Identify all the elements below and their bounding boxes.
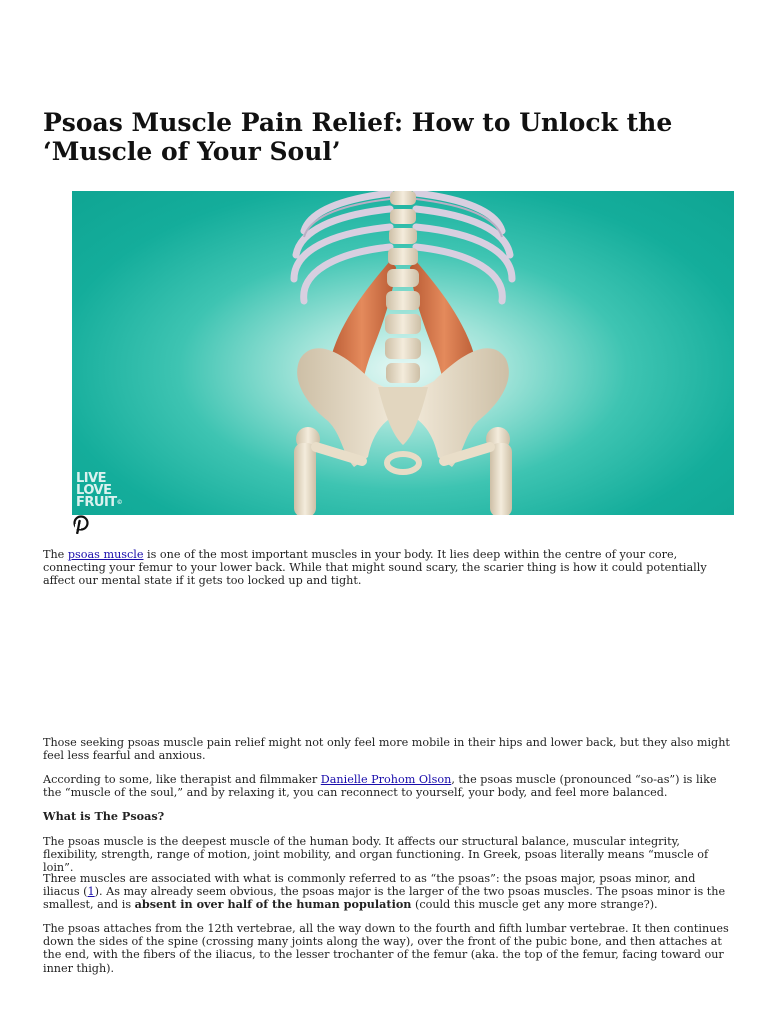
olson-paragraph: According to some, like therapist and filmmaker Danielle Prohom Olson, the psoas muscle (pronounced “so-as”) is like the “muscle of the soul,” and by relaxing it, you can reconnect to yourself, your body, and feel more balanced. [43,773,717,800]
attachment-paragraph: The psoas attaches from the 12th vertebrae, all the way down to the fourth and fifth lumbar vertebrae. It then continues down the sides of the spine (crossing many joints along the way), over the front of the pubic bone, and then attaches at the end, with the fibers of the iliacus, to the lesser trochanter of the femur (aka. the top of the femur, facing toward our inner thigh). [43,922,729,975]
brand-watermark: LIVE LOVE FRUIT© [76,471,123,510]
reference-1-link[interactable]: 1 [87,885,95,899]
intro-paragraph: The psoas muscle is one of the most important muscles in your body. It lies deep within the centre of your core, connecting your femur to your lower back. While that might sound scary, the scarier thing is how it could potentially affect our mental state if it gets too locked up and tight. [43,548,707,588]
article-title: Psoas Muscle Pain Relief: How to Unlock the ‘Muscle of Your Soul’ [43,108,673,166]
relief-paragraph: Those seeking psoas muscle pain relief might not only feel more mobile in their hips and lower back, but they also might feel less fearful and anxious. [43,736,730,763]
three-muscles-paragraph: Three muscles are associated with what is commonly referred to as “the psoas”: the psoas major, psoas minor, and iliacus (1). As may already seem obvious, the psoas major is the larger of the two psoas muscles. The psoas minor is the smallest, and is absent in over half of the human population (could this muscle get any more strange?). [43,872,726,912]
pinterest-icon[interactable] [71,514,91,534]
section-heading: What is The Psoas? [43,809,165,823]
psoas-anatomy-illustration [72,191,734,515]
psoas-muscle-link[interactable]: psoas muscle [67,548,144,561]
pubic-arch [387,454,419,472]
deepest-muscle-paragraph: The psoas muscle is the deepest muscle of the human body. It affects our structural balance, muscular integrity, flexibility, strength, range of motion, joint mobility, and organ functioning. In Greek, psoas literally means “muscle of loin”. [43,835,709,875]
hero-image [72,191,734,515]
danielle-prohom-olson-link[interactable]: Danielle Prohom Olson [320,773,452,786]
